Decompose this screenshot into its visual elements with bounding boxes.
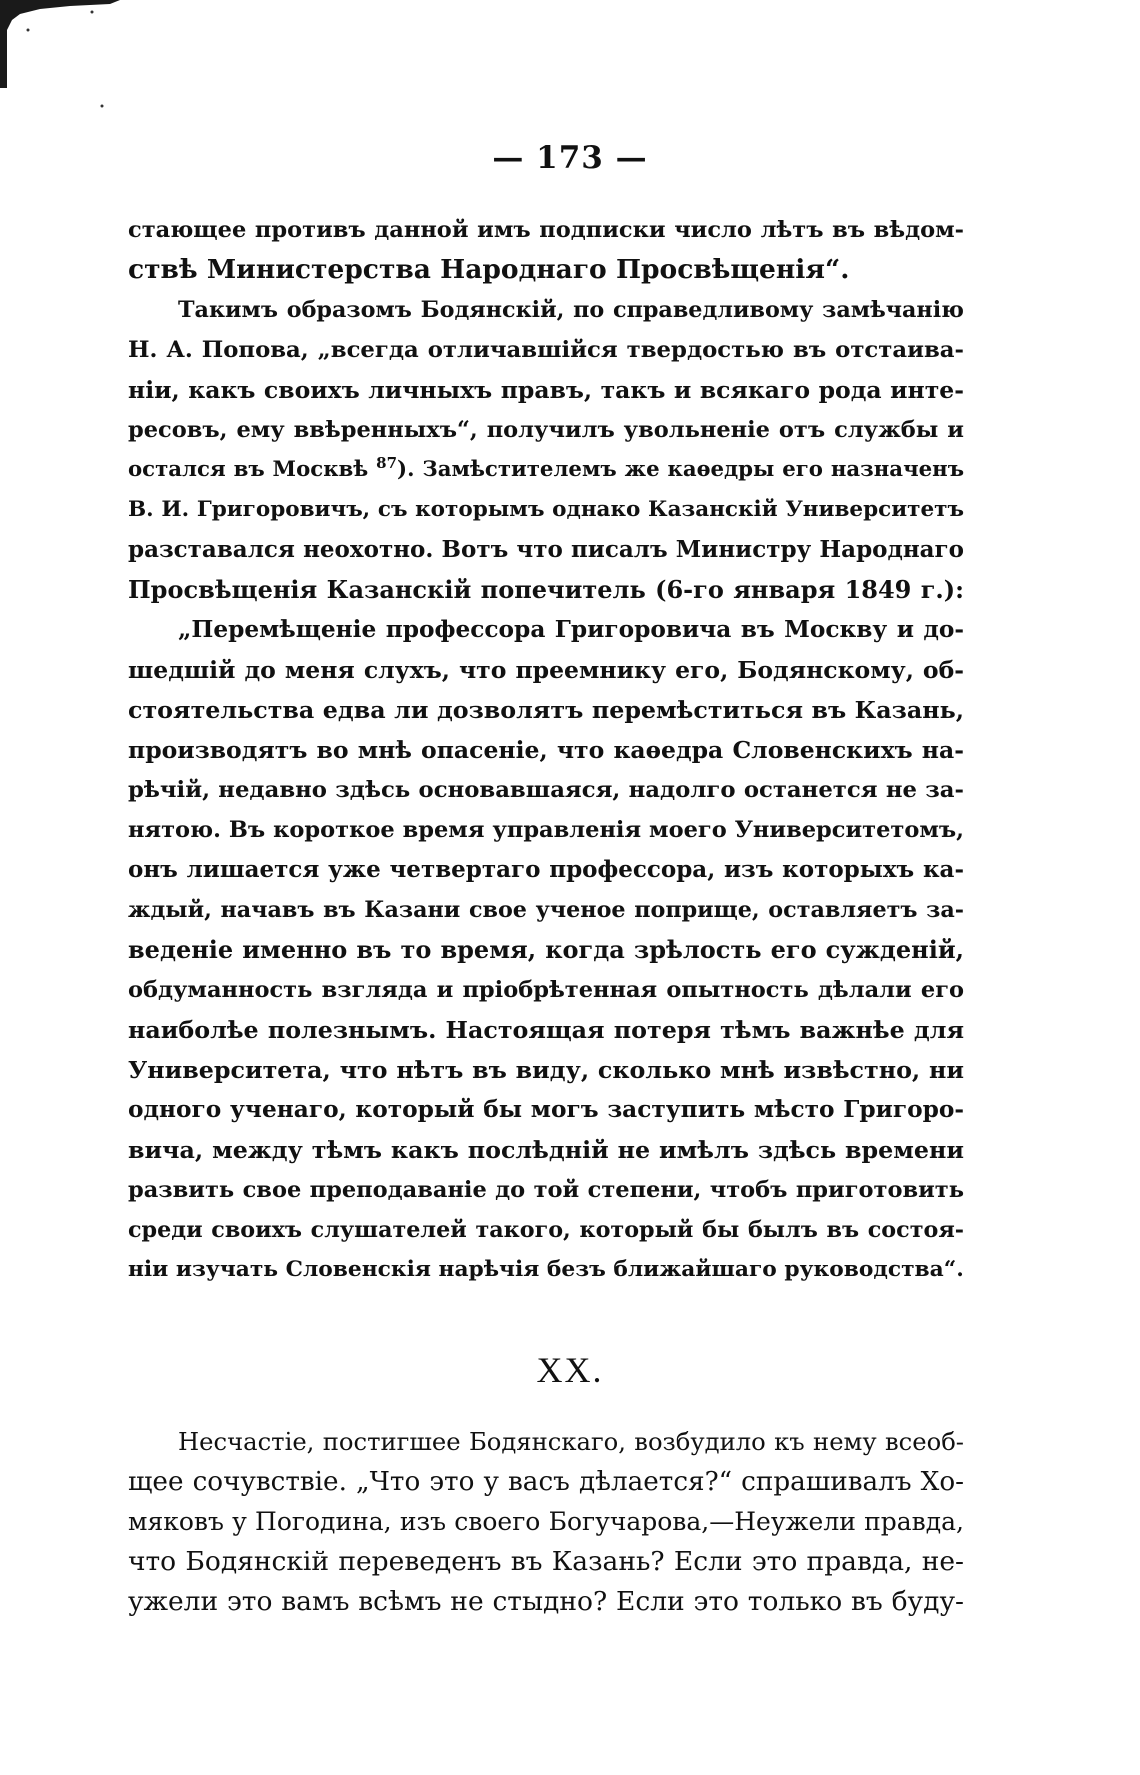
text-line: нятою. Въ короткое время управленія моего Университетомъ, xyxy=(128,817,964,843)
text-line: развить свое преподаваніе до той степени, чтобъ приготовить xyxy=(128,1177,964,1203)
text-line: В. И. Григоровичъ, съ которымъ однако Казанскій Университетъ xyxy=(128,497,964,522)
text-line: ніи, какъ своихъ личныхъ правъ, такъ и всякаго рода инте- xyxy=(128,376,964,404)
scan-edge-mark xyxy=(0,0,140,110)
text-line: вича, между тѣмъ какъ послѣдній не имѣлъ здѣсь времени xyxy=(128,1136,964,1164)
text-line-with-footnote xyxy=(128,450,964,490)
paragraph-bodyansky xyxy=(128,290,964,610)
continued-paragraph xyxy=(128,210,964,290)
text-line: щее сочувствіе. „Что это у васъ дѣлается?“ спрашивалъ Хо- xyxy=(128,1467,964,1497)
text-line: ждый, начавъ въ Казани свое ученое поприще, оставляетъ за- xyxy=(128,897,964,923)
text-fragment: остался въ Москвѣ xyxy=(128,457,377,482)
footnote-ref: 87 xyxy=(376,453,398,472)
text-fragment: ). Замѣстителемъ же каѳедры его назначенъ xyxy=(397,457,964,482)
page-number: — 173 — xyxy=(492,140,648,176)
text-line: ніи изучать Словенскія нарѣчія безъ ближайшаго руководства“. xyxy=(128,1257,964,1282)
scan-speck xyxy=(91,11,94,14)
text-line: производятъ во мнѣ опасеніе, что каѳедра Словенскихъ на- xyxy=(128,736,964,764)
text-line: Такимъ образомъ Бодянскій, по справедливому замѣчанію xyxy=(178,297,964,323)
text-line: обдуманность взгляда и пріобрѣтенная опытность дѣлали его xyxy=(128,977,964,1003)
quoted-letter xyxy=(128,610,964,1290)
text-line: онъ лишается уже четвертаго профессора, изъ которыхъ ка- xyxy=(128,856,964,883)
section-xx-paragraph xyxy=(128,1422,964,1622)
scan-speck xyxy=(101,105,104,108)
scan-corner-smudge xyxy=(0,0,120,60)
text-line: „Перемѣщеніе профессора Григоровича въ Москву и до- xyxy=(178,616,964,643)
text-line: ствѣ Министерства Народнаго Просвѣщенія“. xyxy=(128,254,850,285)
text-line: наиболѣе полезнымъ. Настоящая потеря тѣмъ важнѣе для xyxy=(128,1016,964,1044)
text-line: Несчастіе, постигшее Бодянскаго, возбудило къ нему всеоб- xyxy=(178,1427,964,1456)
section-heading: XX. xyxy=(536,1350,604,1390)
text-line: среди своихъ слушателей такого, который бы былъ въ состоя- xyxy=(128,1217,964,1243)
text-line: разставался неохотно. Вотъ что писалъ Министру Народнаго xyxy=(128,536,964,563)
text-line: стающее противъ данной имъ подписки число лѣтъ въ вѣдом- xyxy=(128,217,964,243)
text-line: стоятельства едва ли дозволятъ перемѣститься въ Казань, xyxy=(128,696,964,724)
text-line: Н. А. Попова, „всегда отличавшійся твердостью въ отстаива- xyxy=(128,337,964,363)
text-line: Университета, что нѣтъ въ виду, сколько мнѣ извѣстно, ни xyxy=(128,1056,964,1084)
text-line: что Бодянскій переведенъ въ Казань? Если это правда, не- xyxy=(128,1546,964,1577)
text-line: Просвѣщенія Казанскій попечитель (6-го января 1849 г.): xyxy=(128,575,964,604)
text-line: одного ученаго, который бы могъ заступить мѣсто Григоро- xyxy=(128,1096,964,1123)
scan-speck xyxy=(27,29,30,32)
text-line: шедшій до меня слухъ, что преемнику его, Бодянскому, об- xyxy=(128,656,964,684)
text-line: мяковъ у Погодина, изъ своего Богучарова,—Неужели правда, xyxy=(128,1507,964,1536)
text-line: ресовъ, ему ввѣренныхъ“, получилъ увольненіе отъ службы и xyxy=(128,417,964,443)
text-line: рѣчій, недавно здѣсь основавшаяся, надолго останется не за- xyxy=(128,777,964,803)
text-line: веденіе именно въ то время, когда зрѣлость его сужденій, xyxy=(128,935,964,964)
text-line: ужели это вамъ всѣмъ не стыдно? Если это только въ буду- xyxy=(128,1586,964,1617)
